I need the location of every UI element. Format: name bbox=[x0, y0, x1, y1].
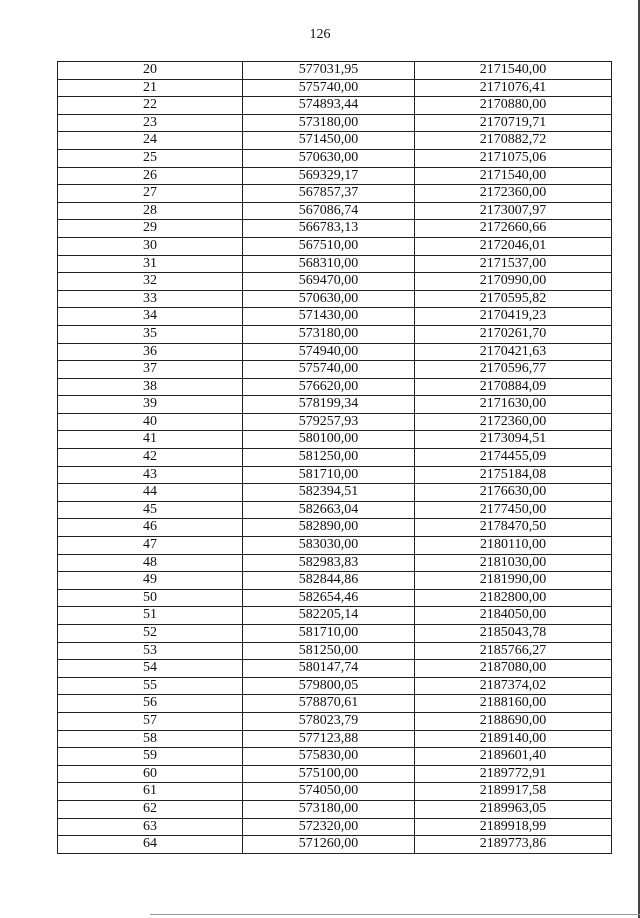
y-coordinate-cell: 2184050,00 bbox=[415, 607, 612, 625]
table-row bbox=[58, 625, 612, 643]
x-coordinate-cell: 581710,00 bbox=[243, 466, 415, 484]
table-row bbox=[58, 114, 612, 132]
x-coordinate-cell: 578023,79 bbox=[243, 712, 415, 730]
point-number-cell: 26 bbox=[58, 167, 243, 185]
x-coordinate-cell: 571430,00 bbox=[243, 308, 415, 326]
point-number-cell: 51 bbox=[58, 607, 243, 625]
x-coordinate-cell: 579257,93 bbox=[243, 413, 415, 431]
point-number-cell: 45 bbox=[58, 501, 243, 519]
point-number-cell: 21 bbox=[58, 79, 243, 97]
x-coordinate-cell: 580100,00 bbox=[243, 431, 415, 449]
point-number-cell: 29 bbox=[58, 220, 243, 238]
y-coordinate-cell: 2188160,00 bbox=[415, 695, 612, 713]
x-coordinate-cell: 570630,00 bbox=[243, 290, 415, 308]
x-coordinate-cell: 583030,00 bbox=[243, 537, 415, 555]
point-number-cell: 24 bbox=[58, 132, 243, 150]
point-number-cell: 63 bbox=[58, 818, 243, 836]
x-coordinate-cell: 576620,00 bbox=[243, 378, 415, 396]
x-coordinate-cell: 574893,44 bbox=[243, 97, 415, 115]
table-row bbox=[58, 396, 612, 414]
point-number-cell: 60 bbox=[58, 765, 243, 783]
x-coordinate-cell: 567086,74 bbox=[243, 202, 415, 220]
table-row bbox=[58, 149, 612, 167]
point-number-cell: 33 bbox=[58, 290, 243, 308]
y-coordinate-cell: 2173007,97 bbox=[415, 202, 612, 220]
y-coordinate-cell: 2172360,00 bbox=[415, 185, 612, 203]
x-coordinate-cell: 581250,00 bbox=[243, 449, 415, 467]
point-number-cell: 38 bbox=[58, 378, 243, 396]
table-row bbox=[58, 677, 612, 695]
x-coordinate-cell: 578870,61 bbox=[243, 695, 415, 713]
point-number-cell: 30 bbox=[58, 237, 243, 255]
y-coordinate-cell: 2170261,70 bbox=[415, 325, 612, 343]
y-coordinate-cell: 2171076,41 bbox=[415, 79, 612, 97]
table-row bbox=[58, 202, 612, 220]
table-row bbox=[58, 220, 612, 238]
y-coordinate-cell: 2189140,00 bbox=[415, 730, 612, 748]
x-coordinate-cell: 577031,95 bbox=[243, 62, 415, 80]
point-number-cell: 31 bbox=[58, 255, 243, 273]
x-coordinate-cell: 582844,86 bbox=[243, 572, 415, 590]
y-coordinate-cell: 2170596,77 bbox=[415, 361, 612, 379]
x-coordinate-cell: 574050,00 bbox=[243, 783, 415, 801]
x-coordinate-cell: 571260,00 bbox=[243, 836, 415, 854]
point-number-cell: 49 bbox=[58, 572, 243, 590]
point-number-cell: 48 bbox=[58, 554, 243, 572]
y-coordinate-cell: 2170595,82 bbox=[415, 290, 612, 308]
point-number-cell: 35 bbox=[58, 325, 243, 343]
y-coordinate-cell: 2187374,02 bbox=[415, 677, 612, 695]
y-coordinate-cell: 2181990,00 bbox=[415, 572, 612, 590]
table-row bbox=[58, 97, 612, 115]
y-coordinate-cell: 2185043,78 bbox=[415, 625, 612, 643]
x-coordinate-cell: 582205,14 bbox=[243, 607, 415, 625]
table-row bbox=[58, 378, 612, 396]
x-coordinate-cell: 577123,88 bbox=[243, 730, 415, 748]
y-coordinate-cell: 2173094,51 bbox=[415, 431, 612, 449]
x-coordinate-cell: 570630,00 bbox=[243, 149, 415, 167]
x-coordinate-cell: 575830,00 bbox=[243, 748, 415, 766]
page-number: 126 bbox=[309, 27, 331, 42]
point-number-cell: 23 bbox=[58, 114, 243, 132]
coordinates-table bbox=[57, 61, 612, 854]
point-number-cell: 28 bbox=[58, 202, 243, 220]
point-number-cell: 64 bbox=[58, 836, 243, 854]
table-row bbox=[58, 783, 612, 801]
y-coordinate-cell: 2181030,00 bbox=[415, 554, 612, 572]
point-number-cell: 62 bbox=[58, 800, 243, 818]
y-coordinate-cell: 2178470,50 bbox=[415, 519, 612, 537]
point-number-cell: 54 bbox=[58, 660, 243, 678]
x-coordinate-cell: 573180,00 bbox=[243, 114, 415, 132]
y-coordinate-cell: 2182800,00 bbox=[415, 589, 612, 607]
table-row bbox=[58, 748, 612, 766]
y-coordinate-cell: 2187080,00 bbox=[415, 660, 612, 678]
y-coordinate-cell: 2170719,71 bbox=[415, 114, 612, 132]
coordinates-table-body bbox=[58, 62, 612, 854]
x-coordinate-cell: 566783,13 bbox=[243, 220, 415, 238]
y-coordinate-cell: 2171540,00 bbox=[415, 167, 612, 185]
y-coordinate-cell: 2172360,00 bbox=[415, 413, 612, 431]
table-row bbox=[58, 765, 612, 783]
y-coordinate-cell: 2170990,00 bbox=[415, 273, 612, 291]
table-row bbox=[58, 484, 612, 502]
x-coordinate-cell: 575100,00 bbox=[243, 765, 415, 783]
point-number-cell: 56 bbox=[58, 695, 243, 713]
x-coordinate-cell: 569329,17 bbox=[243, 167, 415, 185]
table-row bbox=[58, 431, 612, 449]
point-number-cell: 22 bbox=[58, 97, 243, 115]
table-row bbox=[58, 325, 612, 343]
point-number-cell: 61 bbox=[58, 783, 243, 801]
point-number-cell: 43 bbox=[58, 466, 243, 484]
point-number-cell: 20 bbox=[58, 62, 243, 80]
table-row bbox=[58, 695, 612, 713]
point-number-cell: 36 bbox=[58, 343, 243, 361]
x-coordinate-cell: 582663,04 bbox=[243, 501, 415, 519]
x-coordinate-cell: 567510,00 bbox=[243, 237, 415, 255]
table-row bbox=[58, 255, 612, 273]
table-row bbox=[58, 572, 612, 590]
table-row bbox=[58, 800, 612, 818]
y-coordinate-cell: 2189773,86 bbox=[415, 836, 612, 854]
point-number-cell: 39 bbox=[58, 396, 243, 414]
x-coordinate-cell: 573180,00 bbox=[243, 325, 415, 343]
table-row bbox=[58, 361, 612, 379]
table-row bbox=[58, 308, 612, 326]
point-number-cell: 46 bbox=[58, 519, 243, 537]
x-coordinate-cell: 567857,37 bbox=[243, 185, 415, 203]
point-number-cell: 37 bbox=[58, 361, 243, 379]
y-coordinate-cell: 2188690,00 bbox=[415, 712, 612, 730]
point-number-cell: 55 bbox=[58, 677, 243, 695]
x-coordinate-cell: 581710,00 bbox=[243, 625, 415, 643]
point-number-cell: 40 bbox=[58, 413, 243, 431]
table-row bbox=[58, 519, 612, 537]
y-coordinate-cell: 2189917,58 bbox=[415, 783, 612, 801]
y-coordinate-cell: 2171075,06 bbox=[415, 149, 612, 167]
point-number-cell: 58 bbox=[58, 730, 243, 748]
y-coordinate-cell: 2174455,09 bbox=[415, 449, 612, 467]
table-row bbox=[58, 273, 612, 291]
y-coordinate-cell: 2172660,66 bbox=[415, 220, 612, 238]
point-number-cell: 59 bbox=[58, 748, 243, 766]
x-coordinate-cell: 580147,74 bbox=[243, 660, 415, 678]
y-coordinate-cell: 2170419,23 bbox=[415, 308, 612, 326]
table-row bbox=[58, 237, 612, 255]
table-row bbox=[58, 642, 612, 660]
x-coordinate-cell: 582983,83 bbox=[243, 554, 415, 572]
table-row bbox=[58, 836, 612, 854]
point-number-cell: 41 bbox=[58, 431, 243, 449]
table-row bbox=[58, 62, 612, 80]
scan-edge-bottom bbox=[150, 914, 640, 915]
point-number-cell: 27 bbox=[58, 185, 243, 203]
x-coordinate-cell: 573180,00 bbox=[243, 800, 415, 818]
x-coordinate-cell: 575740,00 bbox=[243, 79, 415, 97]
point-number-cell: 47 bbox=[58, 537, 243, 555]
table-row bbox=[58, 449, 612, 467]
x-coordinate-cell: 582654,46 bbox=[243, 589, 415, 607]
table-row bbox=[58, 132, 612, 150]
point-number-cell: 42 bbox=[58, 449, 243, 467]
x-coordinate-cell: 568310,00 bbox=[243, 255, 415, 273]
table-row bbox=[58, 290, 612, 308]
y-coordinate-cell: 2171537,00 bbox=[415, 255, 612, 273]
x-coordinate-cell: 574940,00 bbox=[243, 343, 415, 361]
table-row bbox=[58, 413, 612, 431]
table-row bbox=[58, 343, 612, 361]
point-number-cell: 57 bbox=[58, 712, 243, 730]
point-number-cell: 32 bbox=[58, 273, 243, 291]
table-row bbox=[58, 79, 612, 97]
y-coordinate-cell: 2171630,00 bbox=[415, 396, 612, 414]
table-row bbox=[58, 167, 612, 185]
y-coordinate-cell: 2189963,05 bbox=[415, 800, 612, 818]
y-coordinate-cell: 2189601,40 bbox=[415, 748, 612, 766]
point-number-cell: 53 bbox=[58, 642, 243, 660]
x-coordinate-cell: 579800,05 bbox=[243, 677, 415, 695]
table-row bbox=[58, 818, 612, 836]
y-coordinate-cell: 2172046,01 bbox=[415, 237, 612, 255]
y-coordinate-cell: 2171540,00 bbox=[415, 62, 612, 80]
table-row bbox=[58, 537, 612, 555]
table-row bbox=[58, 712, 612, 730]
point-number-cell: 25 bbox=[58, 149, 243, 167]
point-number-cell: 52 bbox=[58, 625, 243, 643]
x-coordinate-cell: 582394,51 bbox=[243, 484, 415, 502]
table-row bbox=[58, 589, 612, 607]
y-coordinate-cell: 2189772,91 bbox=[415, 765, 612, 783]
y-coordinate-cell: 2170421,63 bbox=[415, 343, 612, 361]
y-coordinate-cell: 2185766,27 bbox=[415, 642, 612, 660]
x-coordinate-cell: 581250,00 bbox=[243, 642, 415, 660]
y-coordinate-cell: 2175184,08 bbox=[415, 466, 612, 484]
table-row bbox=[58, 660, 612, 678]
table-row bbox=[58, 554, 612, 572]
table-row bbox=[58, 607, 612, 625]
y-coordinate-cell: 2189918,99 bbox=[415, 818, 612, 836]
table-row bbox=[58, 730, 612, 748]
table-row bbox=[58, 501, 612, 519]
point-number-cell: 34 bbox=[58, 308, 243, 326]
table-row bbox=[58, 466, 612, 484]
y-coordinate-cell: 2170880,00 bbox=[415, 97, 612, 115]
x-coordinate-cell: 572320,00 bbox=[243, 818, 415, 836]
y-coordinate-cell: 2170884,09 bbox=[415, 378, 612, 396]
point-number-cell: 44 bbox=[58, 484, 243, 502]
y-coordinate-cell: 2180110,00 bbox=[415, 537, 612, 555]
point-number-cell: 50 bbox=[58, 589, 243, 607]
table-row bbox=[58, 185, 612, 203]
y-coordinate-cell: 2177450,00 bbox=[415, 501, 612, 519]
x-coordinate-cell: 578199,34 bbox=[243, 396, 415, 414]
y-coordinate-cell: 2176630,00 bbox=[415, 484, 612, 502]
x-coordinate-cell: 575740,00 bbox=[243, 361, 415, 379]
x-coordinate-cell: 571450,00 bbox=[243, 132, 415, 150]
x-coordinate-cell: 582890,00 bbox=[243, 519, 415, 537]
y-coordinate-cell: 2170882,72 bbox=[415, 132, 612, 150]
x-coordinate-cell: 569470,00 bbox=[243, 273, 415, 291]
